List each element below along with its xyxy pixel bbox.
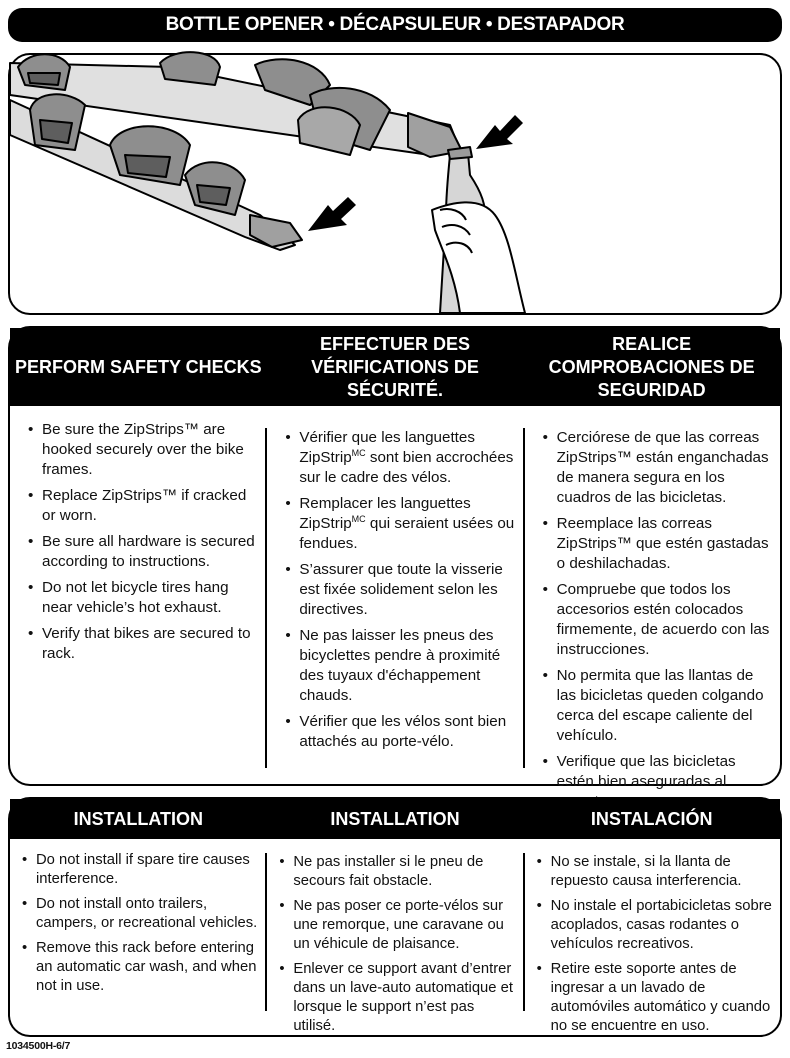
list-item: • Ne pas installer si le pneu de secours fait obstacle. xyxy=(293,853,516,891)
list-item: • Enlever ce support avant d’entrer dans un lave-auto automatique et lorsque le support n’est pas utilisé. xyxy=(293,960,516,1036)
safety-checks-section xyxy=(8,326,782,790)
list-item: • Remove this rack before entering an automatic car wash, and when not in use. xyxy=(36,939,259,996)
installation-column-es xyxy=(523,853,780,1034)
arrow-lower xyxy=(308,197,356,231)
arrow-upper xyxy=(476,115,523,149)
list-item: • Retire este soporte antes de ingresar a un lavado de automóviles automático y cuando no se encuentre en uso. xyxy=(551,960,774,1036)
safety-heading-en: PERFORM SAFETY CHECKS xyxy=(14,356,262,377)
list-item: • Replace ZipStrips™ if cracked or worn. xyxy=(42,486,259,526)
list-item: • Do not install onto trailers, campers, or recreational vehicles. xyxy=(36,895,259,933)
list-item: • Do not install if spare tire causes interference. xyxy=(36,851,259,889)
list-item: • No se instale, si la llanta de repuesto causa interferencia. xyxy=(551,853,774,891)
list-item: • Be sure all hardware is secured according to instructions. xyxy=(42,532,259,572)
installation-heading-en: INSTALLATION xyxy=(73,808,203,829)
list-item: • Cerciórese de que las correas ZipStrips™ están enganchadas de manera segura en los cuadros de las bicicletas. xyxy=(557,428,774,508)
list-item: • No instale el portabicicletas sobre acoplados, casas rodantes o vehículos recreativos. xyxy=(551,897,774,954)
list-item: • Do not let bicycle tires hang near vehicle’s hot exhaust. xyxy=(42,578,259,618)
list-item: • No permita que las llantas de las bicicletas queden colgando cerca del escape caliente del vehículo. xyxy=(557,666,774,746)
safety-column-en xyxy=(10,420,265,768)
list-item: • Ne pas laisser les pneus des bicyclettes pendre à proximité des tuyaux d'échappement chauds. xyxy=(299,626,516,706)
safety-column-es xyxy=(523,428,780,790)
installation-column-en xyxy=(10,851,265,1011)
list-item: • Vérifier que les languettes ZipStrip$^{MC}$ sont bien accrochées sur le cadre des vélos. xyxy=(299,428,516,488)
list-item: • Reemplace las correas ZipStrips™ que estén gastadas o deshilachadas. xyxy=(557,514,774,574)
safety-column-fr xyxy=(265,428,522,768)
list-item: • Remplacer les languettes ZipStrip$^{MC}$ qui seraient usées ou fendues. xyxy=(299,494,516,554)
page-title: BOTTLE OPENER • DÉCAPSULEUR • DESTAPADOR xyxy=(165,14,625,35)
installation-heading-es: INSTALACIÓN xyxy=(590,808,713,829)
list-item: • S’assurer que toute la visserie est fixée solidement selon les directives. xyxy=(299,560,516,620)
installation-heading-fr: INSTALLATION xyxy=(330,808,460,829)
rack-bottle-illustration xyxy=(10,55,780,313)
installation-headings xyxy=(10,799,780,839)
page-title-bar xyxy=(8,8,782,42)
document-code: 1034500H-6/7 xyxy=(6,1040,71,1052)
safety-heading-fr: EFFECTUER DES VÉRIFICATIONS DE SÉCURITÉ. xyxy=(311,333,479,400)
installation-column-fr xyxy=(265,853,522,1034)
list-item: • Ne pas poser ce porte-vélos sur une remorque, une caravane ou un véhicule de plaisance. xyxy=(293,897,516,954)
safety-heading-es: REALICE COMPROBACIONES DE SEGURIDAD xyxy=(548,333,755,400)
bottle-opener-illustration xyxy=(8,53,782,315)
list-item: • Compruebe que todos los accesorios estén colocados firmemente, de acuerdo con las instrucciones. xyxy=(557,580,774,660)
list-item: • Verifique que las bicicletas estén bien aseguradas al xyxy=(557,752,774,812)
safety-headings xyxy=(10,328,780,406)
list-item: • Verify that bikes are secured to rack. xyxy=(42,624,259,664)
list-item: • Be sure the ZipStrips™ are hooked securely over the bike frames. xyxy=(42,420,259,480)
installation-section xyxy=(8,797,782,1037)
list-item: • Vérifier que les vélos sont bien attachés au porte-vélo. xyxy=(299,712,516,752)
